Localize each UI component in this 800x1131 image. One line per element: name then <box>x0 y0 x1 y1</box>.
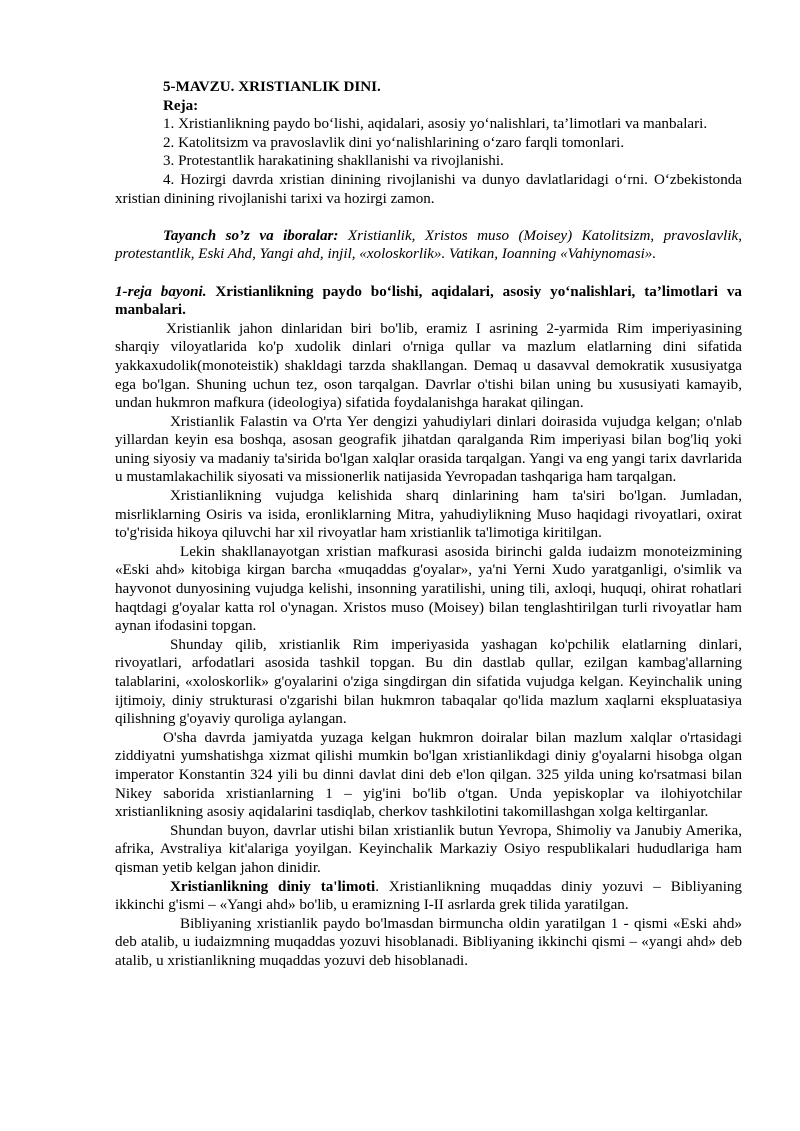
body-paragraph: Shunday qilib, xristianlik Rim imperiyasida yashagan ko'pchilik elatlarning dinlari, rivoyatlari, arfodatlari asosida tashkil topgan. Bu din dastlab qullar, ezilgan kambag'allarning talablarini, «xoloskorlik» g'oyalarini o'ziga singdirgan din sifatida vujudga kelgan. Keyinchalik uning ijtimoiy, diniy strukturasi o'zgarishi bilan hukmron tabaqalar qo'lida mazlum xaqlarni ekspluatasiya qilishning g'oyaviy quroliga aylangan. <box>115 636 742 728</box>
document-title: 5-MAVZU. XRISTIANLIK DINI. <box>163 79 381 95</box>
keywords-paragraph <box>115 227 742 264</box>
spacer <box>115 208 742 227</box>
plan-item-2: 2. Katolitsizm va pravoslavlik dini yo‘nalishlarining o‘zaro farqli tomonlari. <box>163 134 625 151</box>
teaching-text: . Xristianlikning muqaddas diniy yozuvi – Bibliyaning ikkinchi g'ismi – «Yangi ahd» bo'lib, u eramizning I-II asrlarda grek tilida yaratilgan. <box>115 878 742 914</box>
body-paragraph: Lekin shakllanayotgan xristian mafkurasi asosida birinchi galda iudaizm monoteizmining «Eski ahd» kitobiga kirgan barcha «muqaddas g'oyalar», ya'ni Yerni Xudo yaratganligi, o'simlik va hayvonot dunyosining vujudga kelishi, insonning yaratilishi, uning tili, axloqi, huquqi, ohirat rohatlari haqtdagi g'oyalar katta rol o'ynagan. Xristos muso (Moisey) bilan tenglashtirilgan turli rivoyatlar ham aynan ifodasini topgan. <box>115 543 742 635</box>
body-paragraph: Shundan buyon, davrlar utishi bilan xristianlik butun Yevropa, Shimoliy va Janubiy Amerika, afrika, Avstraliya kit'alariga yoyilgan. Keyinchalik Markaziy Osiyo respublikalari hududlariga ham qisman yetib kelgan jahon dinidir. <box>115 822 742 876</box>
body-paragraph: Xristianlik jahon dinlaridan biri bo'lib, eramiz I asrining 2-yarmida Rim imperiyasining sharqiy viloyatlarida ko'p xudolik dinlari o'rniga qullar va mazlum elatlarning dini sifatida yakkaxudolik(monoteistik) shakldagi tarzda shakllangan. Demaq u dasavval demokratik xususiyatga ega bo'lgan. Shuning uchun tez, oson tarqalgan. Davrlar o'tishi bilan uning bu xususiyati kamayib, undan hukmron mafkura (ideologiya) sifatida foydalanishga harakat qilingan. <box>115 320 742 412</box>
section-heading <box>115 283 742 320</box>
plan-item-1: 1. Xristianlikning paydo bo‘lishi, aqidalari, asosiy yo‘nalishlari, ta’limotlari va manbalari. <box>163 116 708 133</box>
plan-item-4: 4. Hozirgi davrda xristian dinining rivojlanishi va dunyo davlatlaridagi o‘rni. O‘zbekistonda xristian dinining rivojlanishi tarixi va hozirgi zamon. <box>115 171 742 207</box>
body-paragraph: Bibliyaning xristianlik paydo bo'lmasdan birmuncha oldin yaratilgan 1 - qismi «Eski ahd» deb atalib, u iudaizmning muqaddas yozuvi hisoblanadi. Bibliyaning ikkinchi qismi – «yangi ahd» deb atalib, u xristianlikning muqaddas yozuvi deb hisoblanadi. <box>115 915 742 969</box>
section-heading-text: Xristianlikning paydo bo‘lishi, aqidalari, asosiy yo‘nalishlari, ta’limotlari va manbalari. <box>115 283 742 319</box>
document-page <box>115 78 742 971</box>
teaching-paragraph <box>115 878 742 915</box>
keywords-text: Xristianlik, Xristos muso (Moisey) Katolitsizm, pravoslavlik, protestantlik, Eski Ahd, Yangi ahd, injil, «xoloskorlik». Vatikan, Ioanning «Vahiynomasi». <box>115 227 742 263</box>
spacer <box>115 264 742 283</box>
plan-item-3: 3. Protestantlik harakatining shakllanishi va rivojlanishi. <box>163 153 504 170</box>
body-paragraph: Xristianlikning vujudga kelishida sharq dinlarining ham ta'siri bo'lgan. Jumladan, misrliklarning Osiris va isida, eronliklarning Mitra, yahudiylikning Muso haqidagi rivoyatlari, oxirat to'g'risida hikoya qiluvchi har xil rivoyatlar ham xristianlik ta'limotiga kiritilgan. <box>115 488 742 542</box>
body-paragraph: Xristianlik Falastin va O'rta Yer dengizi yahudiylari dinlari doirasida vujudga kelgan; o'nlab yillardan keyin esa boshqa, asosan geografik jihatdan qaralganda Rim imperiyasi bilan bog'liq yoki uning siyosiy va madaniy ta'sirida bo'lgan xalqlar orasida tarqalgan. Yangi va eng yangi tarix davrlarida u mustamlakachilik siyosati va missionerlik natijasida Yevropadan tashqariga ham tarqalgan. <box>115 413 742 486</box>
teaching-label: Xristianlikning diniy ta'limoti <box>170 878 376 895</box>
plan-label: Reja: <box>163 97 199 114</box>
body-paragraph: O'sha davrda jamiyatda yuzaga kelgan hukmron doiralar bilan mazlum xalqlar o'rtasidagi ziddiyatni yumshatishga xizmat qilishi mumkin bo'lgan xristianlikdagi diniy g'oyalarni hisobga olgan imperator Konstantin 324 yili bu dinni davlat dini deb e'lon qilgan. 325 yilda uning ko'rsatmasi bilan Nikey saborida xristianlarning 1 – yig'ini bo'lib o'tgan. Unda yepiskoplar va ilohiyotchilar xristianlikning asosiy aqidalarini tasdiqlab, cherkov tashkilotini takomillashgan xolga keltirganlar. <box>115 729 742 821</box>
section-label: 1-reja bayoni. <box>115 283 207 300</box>
keywords-label: Tayanch so’z va iboralar: <box>163 227 339 244</box>
